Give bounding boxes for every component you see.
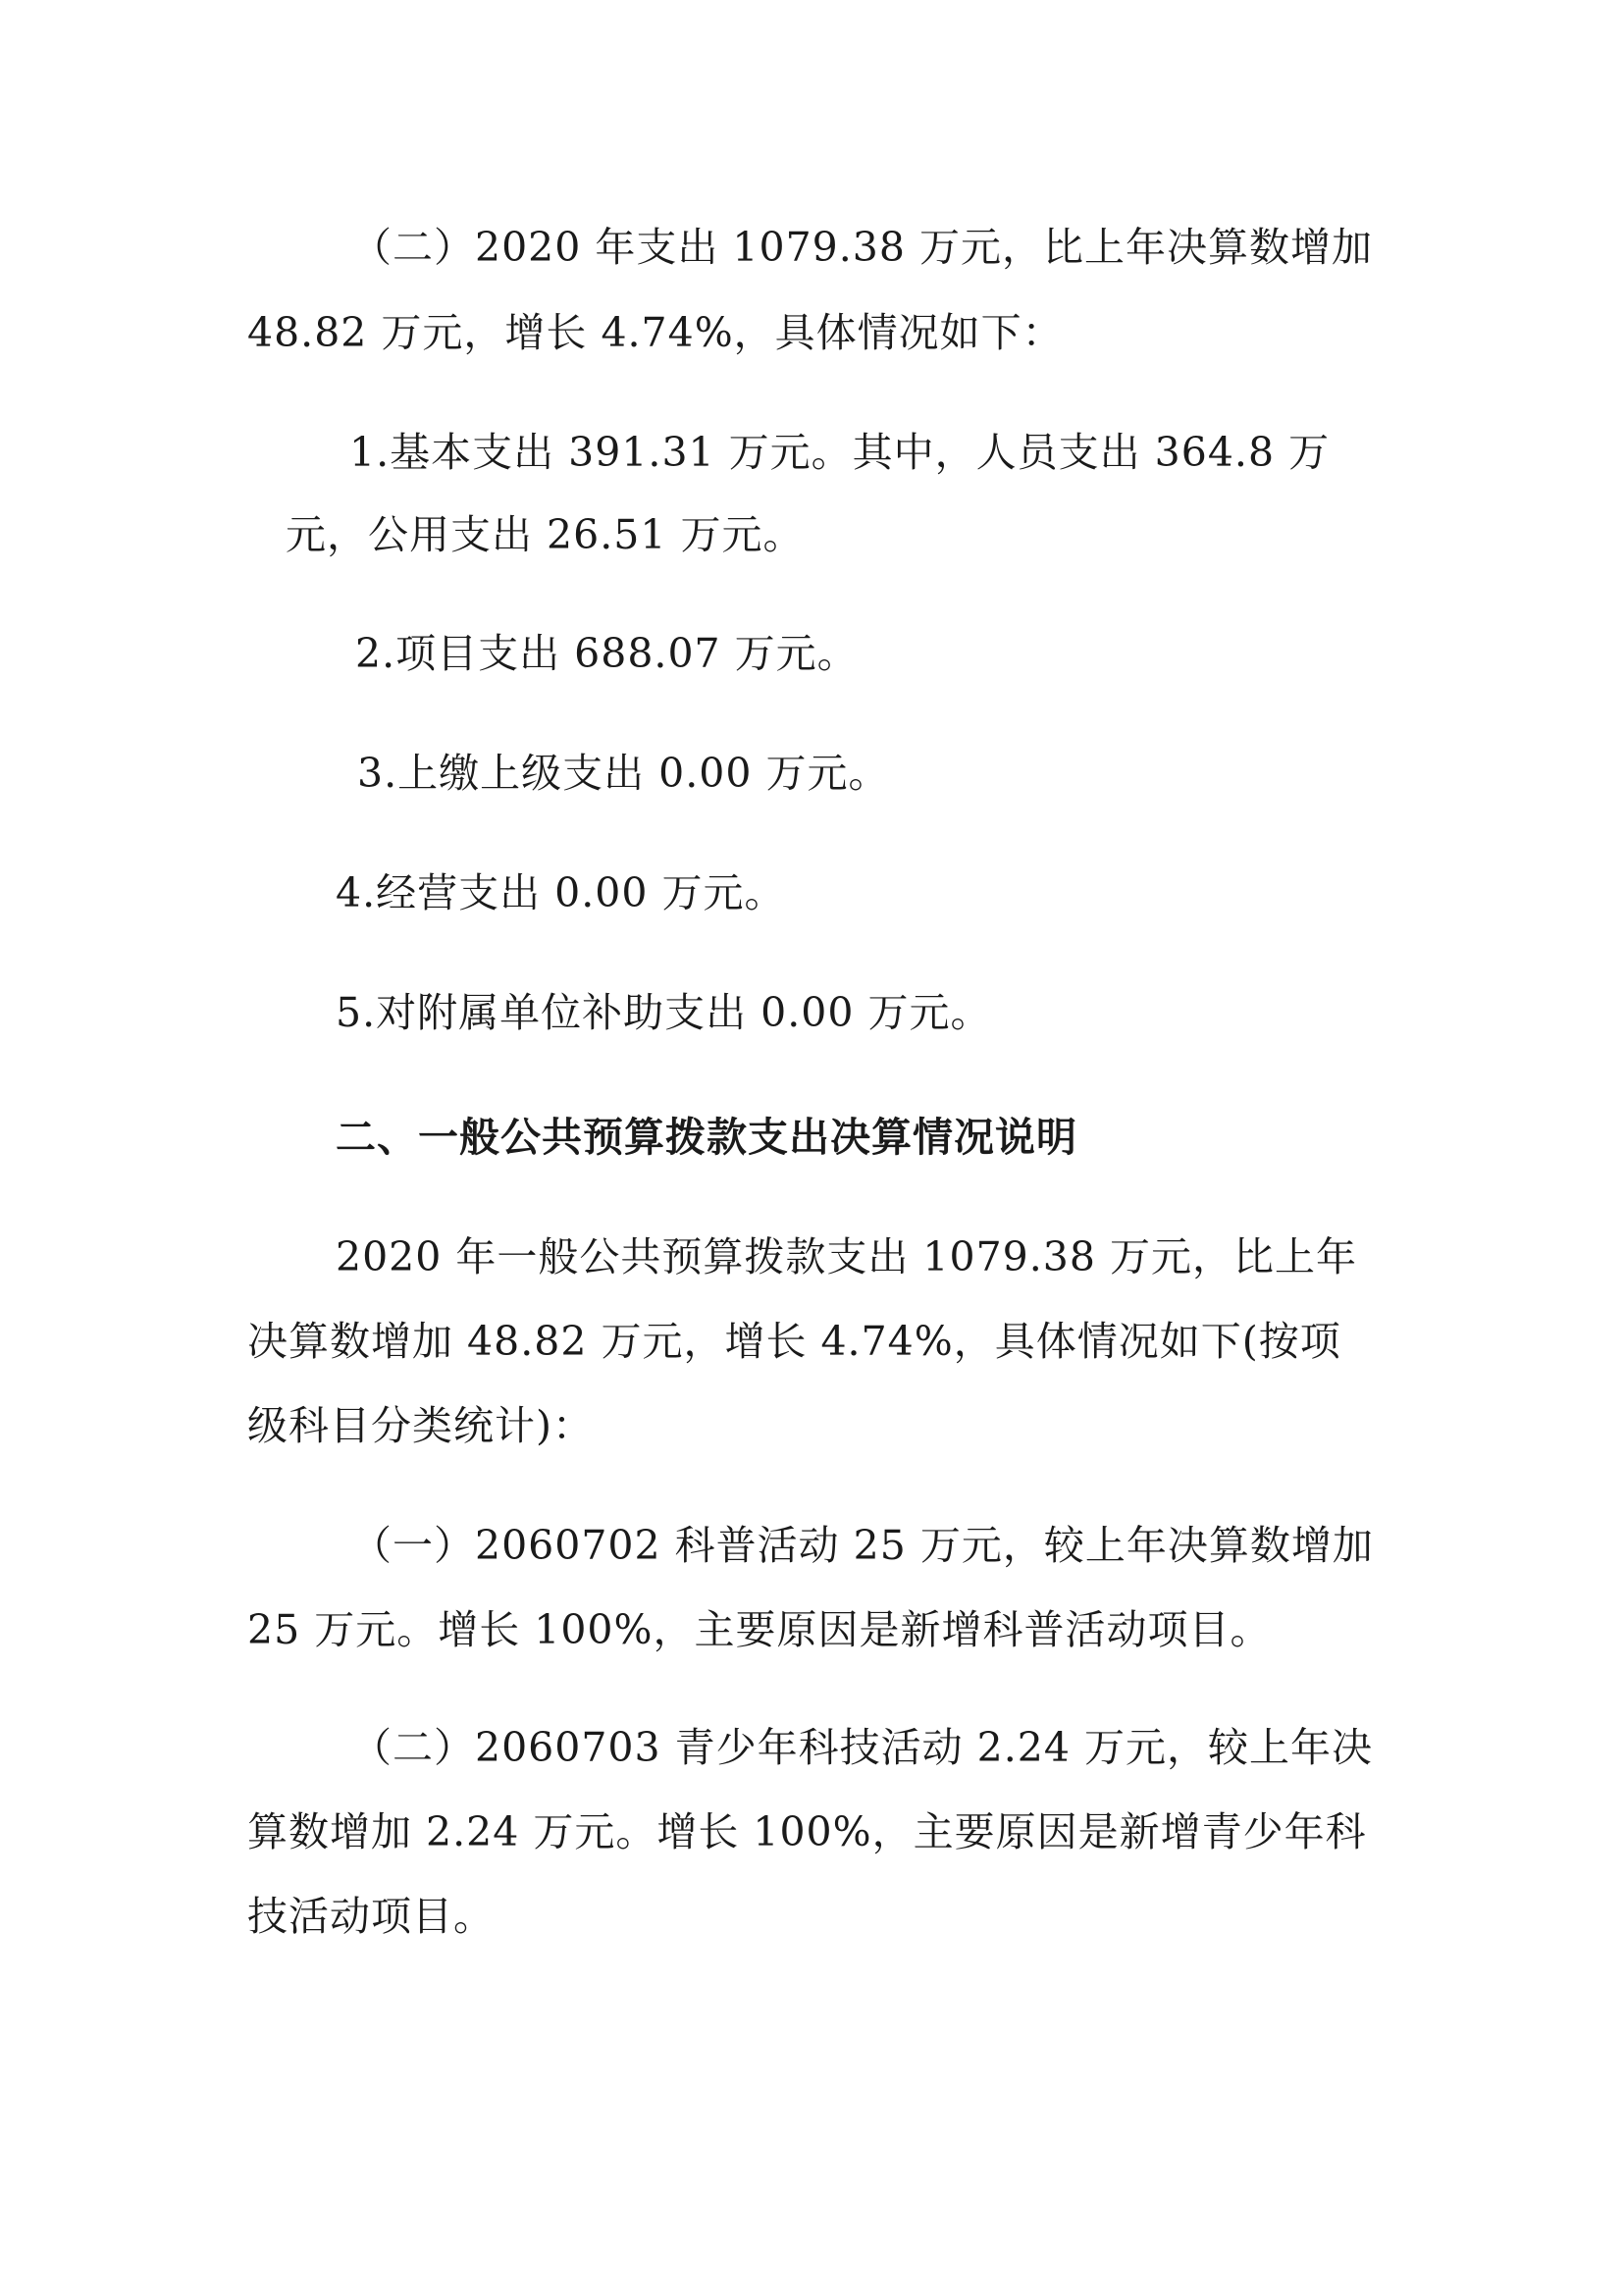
paragraph-1-line-1: （二）2020 年支出 1079.38 万元，比上年决算数增加 xyxy=(351,224,1373,271)
paragraph-2-line-1: 2020 年一般公共预算拨款支出 1079.38 万元，比上年 xyxy=(336,1233,1357,1280)
section-heading: 二、一般公共预算拨款支出决算情况说明 xyxy=(336,1114,1077,1161)
item-4: 4.经营支出 0.00 万元。 xyxy=(336,869,786,916)
item-3: 3.上缴上级支出 0.00 万元。 xyxy=(357,750,890,797)
paragraph-1-line-2: 48.82 万元，增长 4.74%，具体情况如下： xyxy=(247,309,1064,356)
item-1-line-2: 元，公用支出 26.51 万元。 xyxy=(286,511,805,558)
paragraph-2-line-3: 级科目分类统计)： xyxy=(247,1402,594,1449)
paragraph-3-line-2: 25 万元。增长 100%，主要原因是新增科普活动项目。 xyxy=(247,1606,1272,1653)
paragraph-4-line-2: 算数增加 2.24 万元。增长 100%，主要原因是新增青少年科 xyxy=(247,1808,1367,1855)
paragraph-4-line-3: 技活动项目。 xyxy=(247,1893,495,1940)
paragraph-4-line-1: （二）2060703 青少年科技活动 2.24 万元，较上年决 xyxy=(351,1724,1373,1771)
item-5: 5.对附属单位补助支出 0.00 万元。 xyxy=(336,989,992,1036)
paragraph-3-line-1: （一）2060702 科普活动 25 万元，较上年决算数增加 xyxy=(351,1522,1374,1569)
paragraph-2-line-2: 决算数增加 48.82 万元，增长 4.74%，具体情况如下(按项 xyxy=(247,1318,1341,1365)
item-2: 2.项目支出 688.07 万元。 xyxy=(355,630,859,677)
item-1-line-1: 1.基本支出 391.31 万元。其中，人员支出 364.8 万 xyxy=(349,429,1331,476)
